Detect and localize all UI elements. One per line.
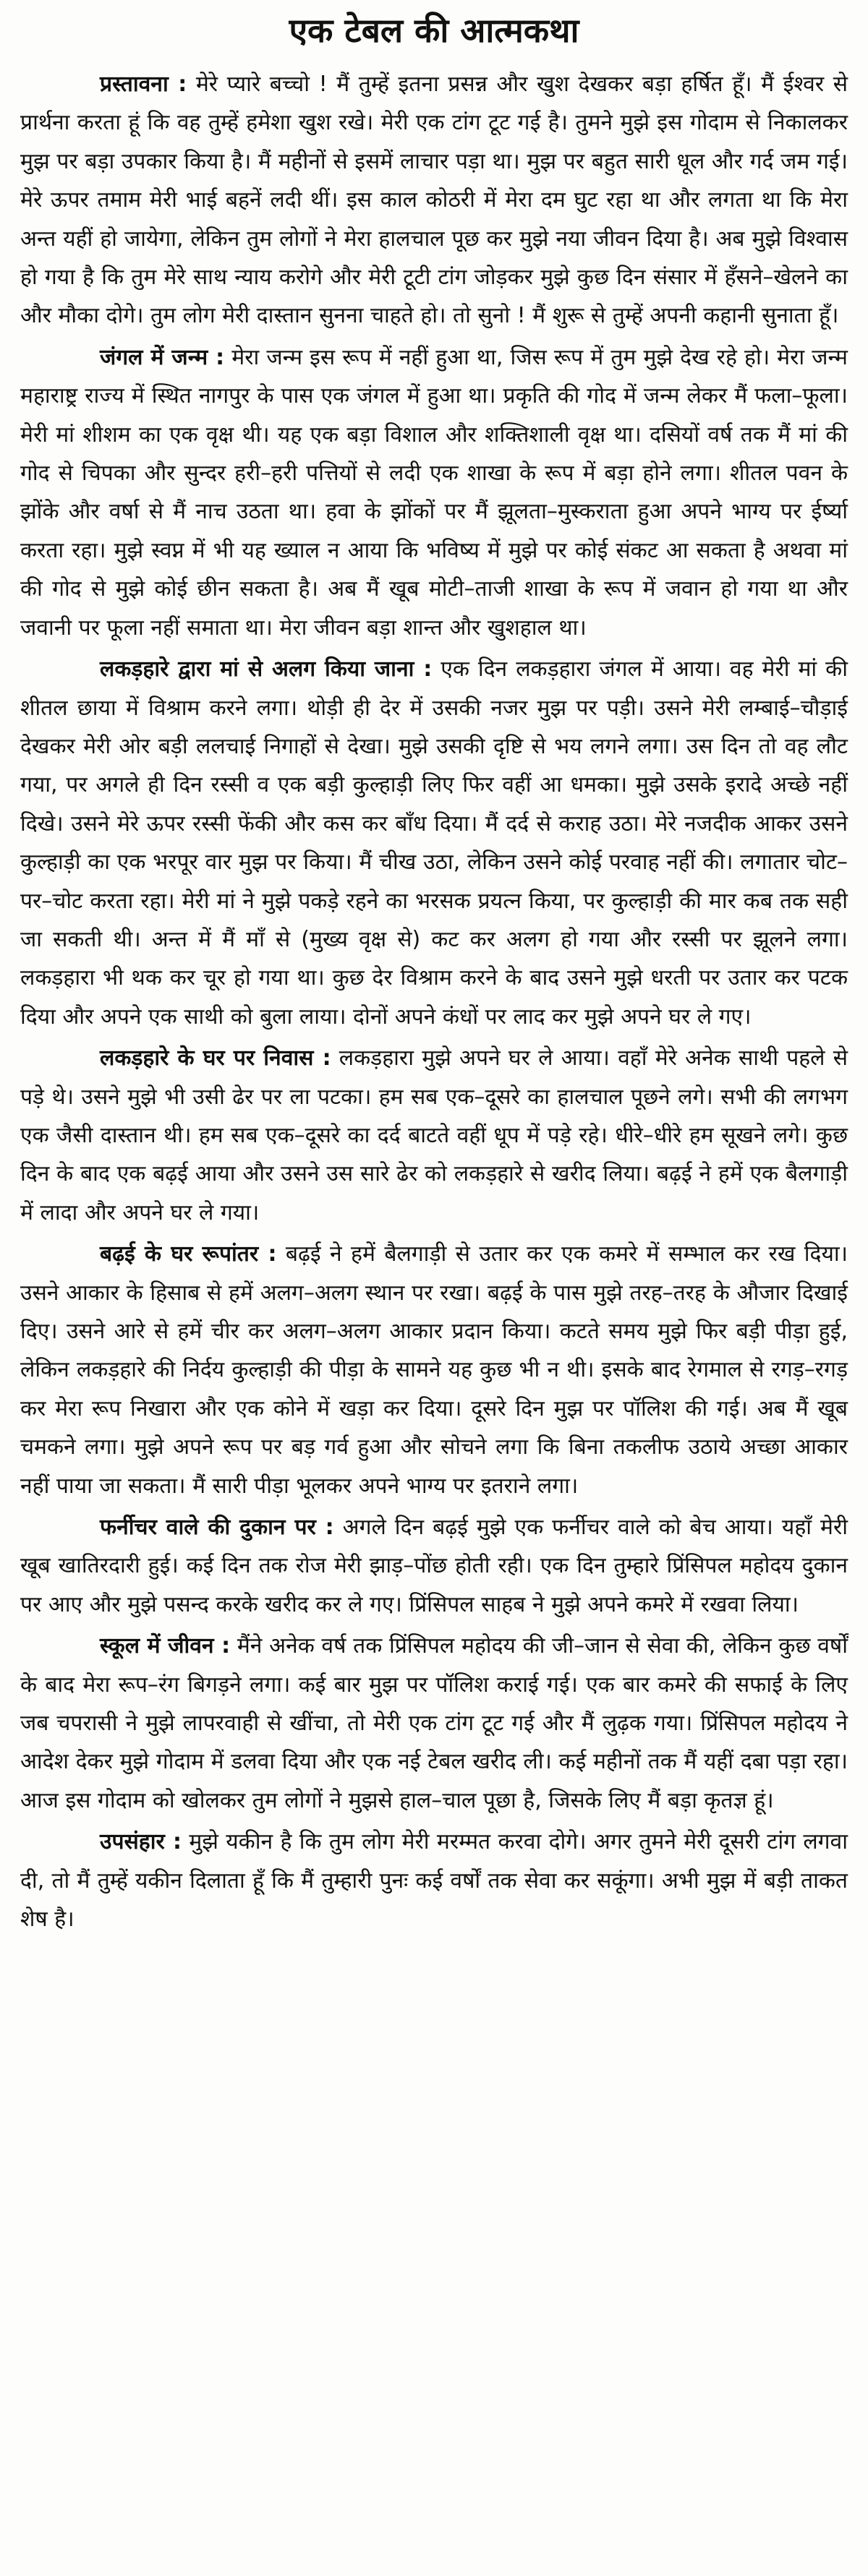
section-heading: लकड़हारे के घर पर निवास : [100,1045,331,1071]
section-heading: उपसंहार : [100,1829,182,1855]
section-text: एक दिन लकड़हारा जंगल में आया। वह मेरी मां की शीतल छाया में विश्राम करने लगा। थोड़ी ही देर में उसकी नजर मुझ पर पड़ी। उसने मेरी लम्बाई–चौड़ाई देखकर मेरी ओर बड़ी ललचाई निगाहों से देखा। मुझे उसकी दृष्टि से भय लगने लगा। उस दिन तो वह लौट गया, पर अगले ही दिन रस्सी व एक बड़ी कुल्हाड़ी लिए फिर वहीं आ धमका। मुझे उसके इरादे अच्छे नहीं दिखे। उसने मेरे ऊपर रस्सी फेंकी और कस कर बाँध दिया। मैं दर्द से कराह उठा। मेरे नजदीक आकर उसने कुल्हाड़ी का एक भरपूर वार मुझ पर किया। मैं चीख उठा, लेकिन उसने कोई परवाह नहीं की। लगातार चोट–पर–चोट करता रहा। मेरी मां ने मुझे पकड़े रहने का भरसक प्रयत्न किया, पर कुल्हाड़ी की मार कब तक सही जा सकती थी। अन्त में मैं माँ से (मुख्य वृक्ष से) कट कर अलग हो गया और रस्सी पर झूलने लगा। लकड़हारा भी थक कर चूर हो गया था। कुछ देर विश्राम करने के बाद उसने मुझे धरती पर उतार कर पटक दिया और अपने एक साथी को बुला लाया। दोनों अपने कंधों पर लाद कर मुझे अपने घर ले गए। [20,656,848,1030]
section-text: लकड़हारा मुझे अपने घर ले आया। वहाँ मेरे अनेक साथी पहले से पड़े थे। उसने मुझे भी उसी ढेर पर ला पटका। हम सब एक–दूसरे का हालचाल पूछने लगे। सभी की लगभग एक जैसी दास्तान थी। हम सब एक–दूसरे का दर्द बाटते वहीं धूप में पड़े रहे। धीरे–धीरे हम सूखने लगे। कुछ दिन के बाद एक बढ़ई आया और उसने उस सारे ढेर को लकड़हारे से खरीद लिया। बढ़ई ने हमें एक बैलगाड़ी में लादा और अपने घर ले गया। [20,1045,848,1225]
section-carpenter-transformation [20,1235,848,1505]
section-school-life [20,1627,848,1820]
section-woodcutter-home [20,1039,848,1232]
section-conclusion [20,1823,848,1938]
section-furniture-shop [20,1508,848,1624]
essay-title: एक टेबल की आत्मकथा [289,11,579,50]
section-text: मैंने अनेक वर्ष तक प्रिंसिपल महोदय की जी–जान से सेवा की, लेकिन कुछ वर्षों के बाद मेरा रूप–रंग बिगड़ने लगा। कई बार मुझ पर पॉलिश कराई गई। एक बार कमरे की सफाई के लिए जब चपरासी ने मुझे लापरवाही से खींचा, तो मेरी एक टांग टूट गई और मैं लुढ़क गया। प्रिंसिपल महोदय ने आदेश देकर मुझे गोदाम में डलवा दिया और एक नई टेबल खरीद ली। कई महीनों तक मैं यहीं दबा पड़ा रहा। आज इस गोदाम को खोलकर तुम लोगों ने मुझसे हाल–चाल पूछा है, जिसके लिए मैं बड़ा कृतज्ञ हूं। [20,1633,848,1813]
section-introduction [20,65,848,335]
section-heading: प्रस्तावना : [100,72,187,97]
section-text: मेरा जन्म इस रूप में नहीं हुआ था, जिस रूप में तुम मुझे देख रहे हो। मेरा जन्म महाराष्ट्र राज्य में स्थित नागपुर के पास एक जंगल में हुआ था। प्रकृति की गोद में जन्म लेकर मैं फला–फूला। मेरी मां शीशम का एक वृक्ष थी। यह एक बड़ा विशाल और शक्तिशाली वृक्ष था। दसियों वर्ष तक मैं मां की गोद से चिपका और सुन्दर हरी–हरी पत्तियों से लदी एक शाखा के रूप में बड़ा होने लगा। शीतल पवन के झोंके और वर्षा से मैं नाच उठता था। हवा के झोंकों पर मैं झूलता–मुस्कराता हुआ अपने भाग्य पर ईर्ष्या करता रहा। मुझे स्वप्न में भी यह ख्याल न आया कि भविष्य में मुझे पर कोई संकट आ सकता है अथवा मां की गोद से मुझे कोई छीन सकता है। अब मैं खूब मोटी–ताजी शाखा के रूप में जवान हो गया था और जवानी पर फूला नहीं समाता था। मेरा जीवन बड़ा शान्त और खुशहाल था। [20,344,848,641]
section-separated-by-woodcutter [20,650,848,1036]
section-text: बढ़ई ने हमें बैलगाड़ी से उतार कर एक कमरे में सम्भाल कर रख दिया। उसने आकार के हिसाब से हमें अलग–अलग स्थान पर रखा। बढ़ई के पास मुझे तरह–तरह के औजार दिखाई दिए। उसने आरे से हमें चीर कर अलग–अलग आकार प्रदान किया। कटते समय मुझे फिर बड़ी पीड़ा हुई, लेकिन लकड़हारे की निर्दय कुल्हाड़ी की पीड़ा के सामने यह कुछ भी न थी। इसके बाद रेगमाल से रगड़–रगड़ कर मेरा रूप निखारा और एक कोने में खड़ा कर दिया। दूसरे दिन मुझ पर पॉलिश की गई। अब मैं खूब चमकने लगा। मुझे अपने रूप पर बड़ गर्व हुआ और सोचने लगा कि बिना तकलीफ उठाये अच्छा आकार नहीं पाया जा सकता। मैं सारी पीड़ा भूलकर अपने भाग्य पर इतराने लगा। [20,1241,848,1499]
section-text: मेरे प्यारे बच्चो ! मैं तुम्हें इतना प्रसन्न और खुश देखकर बड़ा हर्षित हूँ। मैं ईश्वर से प्रार्थना करता हूं कि वह तुम्हें हमेशा खुश रखे। मेरी एक टांग टूट गई है। तुमने मुझे इस गोदाम से निकालकर मुझ पर बड़ा उपकार किया है। मैं महीनों से इसमें लाचार पड़ा था। मुझ पर बहुत सारी धूल और गर्द जम गई। मेरे ऊपर तमाम मेरी भाई बहनें लदी थीं। इस काल कोठरी में मेरा दम घुट रहा था और लगता था कि मेरा अन्त यहीं हो जायेगा, लेकिन तुम लोगों ने मेरा हालचाल पूछ कर मुझे नया जीवन दिया है। अब मुझे विश्वास हो गया है कि तुम मेरे साथ न्याय करोगे और मेरी टूटी टांग जोड़कर मुझे कुछ दिन संसार में हँसने–खेलने का और मौका दोगे। तुम लोग मेरी दास्तान सुनना चाहते हो। तो सुनो ! मैं शुरू से तुम्हें अपनी कहानी सुनाता हूँ। [20,72,848,329]
section-heading: जंगल में जन्म : [100,344,225,370]
section-text: मुझे यकीन है कि तुम लोग मेरी मरम्मत करवा दोगे। अगर तुमने मेरी दूसरी टांग लगवा दी, तो मैं तुम्हें यकीन दिलाता हूँ कि मैं तुम्हारी पुनः कई वर्षों तक सेवा कर सकूंगा। अभी मुझ में बड़ी ताकत शेष है। [20,1829,848,1933]
section-heading: बढ़ई के घर रूपांतर : [100,1241,277,1267]
section-heading: लकड़हारे द्वारा मां से अलग किया जाना : [100,656,433,682]
section-text: अगले दिन बढ़ई मुझे एक फर्नीचर वाले को बेच आया। यहाँ मेरी खूब खातिरदारी हुई। कई दिन तक रोज मेरी झाड़–पोंछ होती रही। एक दिन तुम्हारे प्रिंसिपल महोदय दुकान पर आए और मुझे पसन्द करके खरीद कर ले गए। प्रिंसिपल साहब ने मुझे अपने कमरे में रखवा लिया। [20,1515,848,1617]
section-heading: स्कूल में जीवन : [100,1633,231,1659]
section-heading: फर्नीचर वाले की दुकान पर : [100,1515,334,1541]
section-birth-in-forest [20,338,848,647]
